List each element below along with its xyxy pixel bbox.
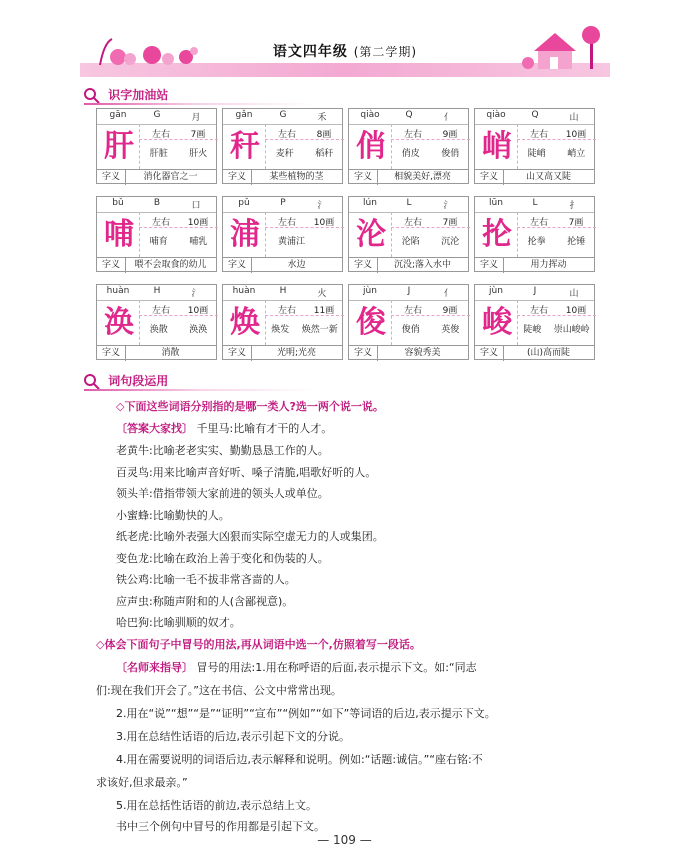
meaning-value: 用力挥动 — [530, 260, 567, 270]
meaning-value: (山)高而陡 — [526, 348, 571, 358]
pinyin: qiào — [360, 110, 380, 120]
dashed-divider — [265, 227, 344, 228]
hanzi-character: 俊 — [351, 300, 392, 345]
dashed-divider — [139, 315, 218, 316]
example-word: 肝脏 — [149, 149, 168, 159]
stroke-count: 10画 — [187, 306, 209, 316]
dashed-divider — [139, 227, 218, 228]
pinyin: jùn — [363, 286, 377, 296]
hanzi-character: 肝 — [99, 124, 140, 169]
example-word: 陡峭 — [527, 149, 546, 159]
example-word: 焕发 — [271, 325, 290, 335]
character-card — [474, 196, 595, 272]
example-word: 焕然一新 — [301, 325, 338, 335]
answer-first-line — [116, 420, 332, 436]
example-words — [391, 322, 470, 335]
structure: 左右 — [151, 306, 170, 316]
structure: 左右 — [277, 218, 296, 228]
example-word: 英俊 — [441, 325, 460, 335]
pinyin-row — [349, 197, 468, 213]
example-word: 麦秆 — [275, 149, 294, 159]
structure: 左右 — [529, 130, 548, 140]
stroke-count: 7画 — [568, 218, 584, 228]
radical: 禾 — [317, 113, 327, 123]
section-title: 识字加油站 — [108, 88, 169, 102]
example-words — [391, 146, 470, 159]
example-word: 涣涣 — [189, 325, 208, 335]
index-letter: H — [279, 286, 287, 296]
example-words — [139, 234, 218, 247]
example-words — [517, 234, 596, 247]
hanzi-character: 浦 — [225, 212, 266, 257]
example-word: 陡峻 — [523, 325, 542, 335]
character-card — [96, 196, 217, 272]
character-card — [222, 108, 343, 184]
character-card — [348, 108, 469, 184]
pinyin-row — [97, 197, 216, 213]
radical: 扌 — [569, 201, 579, 211]
index-letter: G — [279, 110, 287, 120]
answer-tag: 〔答案大家找〕 — [116, 422, 193, 435]
character-card — [474, 108, 595, 184]
meaning-value: 沉没;落入水中 — [393, 260, 452, 270]
meaning-row — [223, 345, 342, 361]
index-letter: Q — [405, 110, 413, 120]
structure: 左右 — [529, 218, 548, 228]
stroke-count: 9画 — [442, 306, 458, 316]
radical: 口 — [191, 201, 201, 211]
meaning-value: 容貌秀美 — [404, 348, 441, 358]
section-title: 词句段运用 — [108, 374, 169, 388]
meaning-value: 光明;光亮 — [276, 348, 317, 358]
radical: 亻 — [443, 289, 453, 299]
pinyin-row — [349, 285, 468, 301]
hanzi-character: 哺 — [99, 212, 140, 257]
guide-line-2: 2.用在“说”“想”“是”“证明”“宣布”“例如”“如下”等词语的后边,表示提示下文。 — [116, 707, 496, 720]
guide-line-1b: 们:现在我们开会了。”这在书信、公文中常常出现。 — [96, 684, 342, 697]
index-letter: L — [532, 198, 538, 208]
example-words — [265, 322, 344, 335]
meaning-value: 某些植物的茎 — [269, 172, 324, 182]
character-card — [474, 284, 595, 360]
example-word: 哺乳 — [189, 237, 208, 247]
magnifier-icon — [84, 374, 100, 390]
structure: 左右 — [529, 306, 548, 316]
meaning-row — [97, 257, 216, 273]
meaning-label: 字义 — [97, 170, 126, 185]
meaning-row — [223, 257, 342, 273]
meaning-value: 山又高又陡 — [525, 172, 571, 182]
pinyin: gān — [109, 110, 127, 120]
example-word: 哺育 — [149, 237, 168, 247]
dashed-divider — [517, 315, 596, 316]
stroke-count: 8画 — [316, 130, 332, 140]
structure: 左右 — [277, 306, 296, 316]
house-decoration-icon — [520, 23, 610, 77]
character-card — [348, 284, 469, 360]
meaning-label: 字义 — [349, 258, 378, 273]
radical: 氵 — [317, 201, 327, 211]
index-letter: H — [153, 286, 161, 296]
answer-text: 千里马:比喻有才干的人才。 — [196, 422, 333, 435]
example-word: 俏皮 — [401, 149, 420, 159]
hanzi-character: 秆 — [225, 124, 266, 169]
guide-line-1 — [116, 659, 477, 675]
stroke-count: 10画 — [187, 218, 209, 228]
answer-line: 铁公鸡:比喻一毛不拔非常吝啬的人。 — [116, 573, 296, 586]
dashed-divider — [265, 315, 344, 316]
radical: 火 — [317, 289, 327, 299]
meaning-row — [475, 169, 594, 185]
pinyin-row — [97, 109, 216, 125]
example-word: 涣散 — [149, 325, 168, 335]
stroke-count: 11画 — [313, 306, 335, 316]
structure: 左右 — [151, 130, 170, 140]
book-title-main: 语文四年级 — [272, 44, 348, 60]
pinyin-row — [223, 197, 342, 213]
radical: 氵 — [443, 201, 453, 211]
meaning-row — [97, 169, 216, 185]
example-words — [517, 146, 596, 159]
pinyin-row — [475, 109, 594, 125]
answer-line: 小蜜蜂:比喻勤快的人。 — [116, 508, 230, 522]
answer-line: 应声虫:称随声附和的人(含鄙视意)。 — [116, 594, 294, 608]
hanzi-character: 峻 — [477, 300, 518, 345]
meaning-value: 消化器官之一 — [143, 172, 198, 182]
structure: 左右 — [403, 130, 422, 140]
guide-line-4b: 求该好,但求最亲。” — [96, 776, 188, 789]
pinyin: lūn — [489, 198, 503, 208]
meaning-value: 消散 — [161, 348, 180, 358]
example-word: 抡拳 — [527, 237, 546, 247]
pinyin-row — [223, 285, 342, 301]
radical: 亻 — [443, 113, 453, 123]
question-2: ◇体会下面句子中冒号的用法,再从词语中选一个,仿照着写一段话。 — [96, 638, 421, 651]
dashed-divider — [517, 227, 596, 228]
meaning-row — [349, 345, 468, 361]
index-letter: Q — [531, 110, 539, 120]
example-word: 俊俏 — [401, 325, 420, 335]
page-header — [80, 35, 610, 77]
example-words — [265, 234, 344, 247]
pinyin-row — [349, 109, 468, 125]
dashed-divider — [391, 315, 470, 316]
pinyin-row — [97, 285, 216, 301]
stroke-count: 10画 — [313, 218, 335, 228]
character-card — [222, 196, 343, 272]
example-word: 黄浦江 — [277, 237, 305, 247]
example-word: 崇山峻岭 — [553, 325, 590, 335]
guide-line-3: 3.用在总结性话语的后边,表示引起下文的分说。 — [116, 730, 350, 743]
hanzi-character: 涣 — [99, 300, 140, 345]
pinyin-row — [475, 285, 594, 301]
book-title-sub: (第二学期) — [353, 45, 418, 59]
meaning-row — [97, 345, 216, 361]
meaning-value: 相貌美好,漂亮 — [394, 172, 451, 182]
meaning-row — [475, 257, 594, 273]
heading-underline — [84, 389, 314, 391]
index-letter: G — [153, 110, 161, 120]
meaning-label: 字义 — [223, 170, 252, 185]
answer-line: 百灵鸟:用来比喻声音好听、嗓子清脆,唱歌好听的人。 — [116, 465, 377, 479]
stroke-count: 7画 — [190, 130, 206, 140]
hanzi-character: 峭 — [477, 124, 518, 169]
dashed-divider — [139, 139, 218, 140]
radical: 山 — [569, 113, 579, 123]
dashed-divider — [391, 227, 470, 228]
pinyin: jùn — [489, 286, 503, 296]
example-words — [139, 146, 218, 159]
index-letter: B — [153, 198, 161, 208]
dashed-divider — [265, 139, 344, 140]
guide-tag: 〔名师来指导〕 — [116, 661, 193, 674]
meaning-value: 水边 — [287, 260, 306, 270]
meaning-label: 字义 — [97, 258, 126, 273]
character-card — [96, 284, 217, 360]
hanzi-character: 抡 — [477, 212, 518, 257]
index-letter: J — [407, 286, 411, 296]
meaning-label: 字义 — [475, 258, 504, 273]
pinyin: lún — [363, 198, 377, 208]
radical: 氵 — [191, 289, 201, 299]
meaning-label: 字义 — [475, 346, 504, 361]
example-words — [139, 322, 218, 335]
meaning-row — [349, 169, 468, 185]
pinyin: huàn — [106, 286, 130, 296]
meaning-label: 字义 — [349, 170, 378, 185]
hanzi-character: 沦 — [351, 212, 392, 257]
answer-line: 领头羊:借指带领大家前进的领头人或单位。 — [116, 487, 329, 500]
answer-line: 哈巴狗:比喻驯顺的奴才。 — [116, 616, 241, 629]
pinyin: qiào — [486, 110, 506, 120]
example-word: 沉沦 — [441, 237, 460, 247]
meaning-label: 字义 — [349, 346, 378, 361]
character-card — [222, 284, 343, 360]
structure: 左右 — [151, 218, 170, 228]
page-number: — 109 — — [317, 833, 372, 847]
answer-line: 变色龙:比喻在政治上善于变化和伪装的人。 — [116, 551, 329, 565]
stroke-count: 10画 — [565, 306, 587, 316]
hanzi-character: 俏 — [351, 124, 392, 169]
meaning-label: 字义 — [223, 346, 252, 361]
meaning-value: 喂不会取食的幼儿 — [134, 260, 207, 270]
heading-underline — [84, 103, 314, 105]
pinyin: bǔ — [112, 198, 124, 208]
meaning-row — [349, 257, 468, 273]
meaning-label: 字义 — [97, 346, 126, 361]
structure: 左右 — [277, 130, 296, 140]
index-letter: J — [533, 286, 537, 296]
meaning-label: 字义 — [223, 258, 252, 273]
pinyin-row — [475, 197, 594, 213]
example-word: 肝火 — [189, 149, 208, 159]
stroke-count: 10画 — [565, 130, 587, 140]
radical: 山 — [569, 289, 579, 299]
example-words — [391, 234, 470, 247]
hanzi-character: 焕 — [225, 300, 266, 345]
example-word: 抡锤 — [567, 237, 586, 247]
pinyin: huàn — [232, 286, 256, 296]
answer-line: 老黄牛:比喻老老实实、勤勤恳恳工作的人。 — [116, 444, 329, 457]
example-word: 峭立 — [567, 149, 586, 159]
guide-line-4: 4.用在需要说明的词语后边,表示解释和说明。例如:“话题:诚信。”“座右铭:不 — [116, 753, 483, 766]
structure: 左右 — [403, 218, 422, 228]
stroke-count: 9画 — [442, 130, 458, 140]
pinyin-row — [223, 109, 342, 125]
example-word: 俊俏 — [441, 149, 460, 159]
radical: 月 — [191, 113, 201, 123]
meaning-row — [475, 345, 594, 361]
pinyin: gǎn — [235, 110, 253, 120]
answer-line: 纸老虎:比喻外表强大凶狠而实际空虚无力的人或集团。 — [116, 530, 384, 543]
guide-text: 冒号的用法:1.用在称呼语的后面,表示提示下文。如:“同志 — [196, 661, 477, 674]
section-heading-usage — [84, 372, 324, 390]
pinyin: pǔ — [238, 198, 250, 208]
question-1: ◇下面这些词语分别指的是哪一类人?选一两个说一说。 — [116, 400, 384, 413]
stroke-count: 7画 — [442, 218, 458, 228]
structure: 左右 — [403, 306, 422, 316]
guide-line-6: 书中三个例句中冒号的作用都是引起下文。 — [116, 820, 325, 833]
index-letter: P — [280, 198, 286, 208]
dashed-divider — [517, 139, 596, 140]
magnifier-icon — [84, 88, 100, 104]
example-word: 沦陷 — [401, 237, 420, 247]
character-card — [348, 196, 469, 272]
guide-line-5: 5.用在总括性话语的前边,表示总结上文。 — [116, 799, 317, 812]
index-letter: L — [406, 198, 412, 208]
meaning-label: 字义 — [475, 170, 504, 185]
character-card — [96, 108, 217, 184]
meaning-row — [223, 169, 342, 185]
section-heading-literacy — [84, 86, 324, 104]
example-words — [517, 322, 596, 335]
dashed-divider — [391, 139, 470, 140]
example-words — [265, 146, 344, 159]
example-word: 稻秆 — [315, 149, 334, 159]
